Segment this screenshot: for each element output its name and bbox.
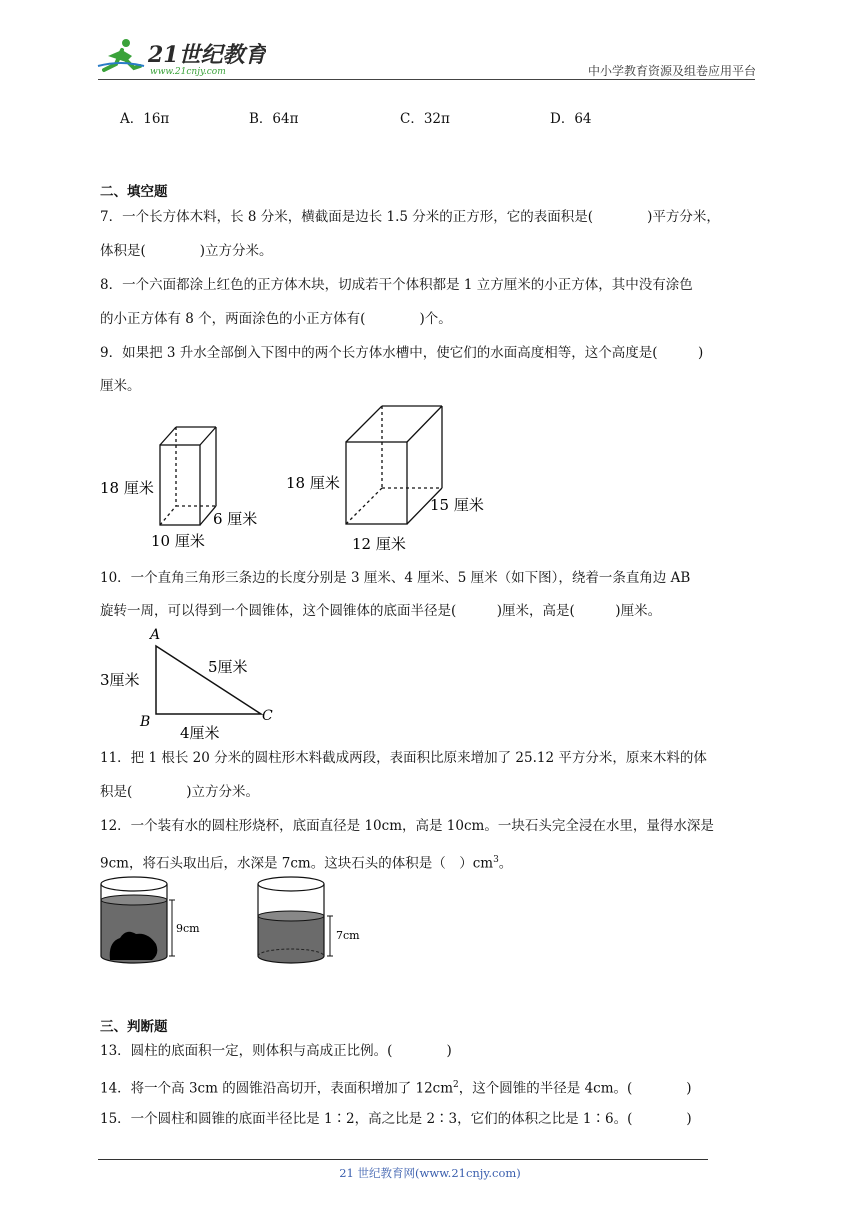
question-8-line1: 8．一个六面都涂上红色的正方体木块，切成若干个体积都是 1 立方厘米的小正方体，其中没有涂色 <box>100 277 693 293</box>
option-d: D．64 <box>550 111 592 127</box>
option-c: C．32π <box>400 111 450 127</box>
header-divider <box>98 79 755 80</box>
side-ac-label: 5厘米 <box>208 658 248 676</box>
footer-link[interactable]: 21 世纪教育网(www.21cnjy.com) <box>339 1166 521 1180</box>
left-beaker <box>101 877 200 963</box>
vertex-b-label: B <box>140 714 151 730</box>
right-beaker <box>258 877 360 963</box>
right-depth-label: 7cm <box>336 929 360 942</box>
option-a: A．16π <box>120 111 170 127</box>
left-depth-label: 9cm <box>176 922 200 935</box>
question-14: 14．将一个高 3cm 的圆锥沿高切开，表面积增加了 $12cm^2$，这个圆锥的半径是 4cm。( ) <box>100 1080 692 1097</box>
option-b: B．64π <box>249 111 299 127</box>
vertex-c-label: C <box>262 708 273 724</box>
question-10-line2: 旋转一周，可以得到一个圆锥体，这个圆锥体的底面半径是( )厘米，高是( )厘米。 <box>100 603 662 619</box>
left-box-height-label: 18 厘米 <box>100 479 154 497</box>
question-11-line1: 11．把 1 根长 20 分米的圆柱形木料截成两段，表面积比原来增加了 25.12 平方分米，原来木料的体 <box>100 750 707 766</box>
side-bc-label: 4厘米 <box>180 724 220 742</box>
right-box-height-label: 18 厘米 <box>286 474 340 492</box>
question-12-line2: 9cm，将石头取出后，水深是 7cm。这块石头的体积是（ ）$cm^3$。 <box>100 855 513 872</box>
logo-main-text: 21世纪教育 <box>148 42 266 68</box>
question-10-line1: 10．一个直角三角形三条边的长度分别是 3 厘米、4 厘米、5 厘米（如下图），绕着一条直角边 AB <box>100 570 691 586</box>
left-box-width-label: 6 厘米 <box>213 510 258 528</box>
section-fill-title: 二、填空题 <box>100 184 168 200</box>
side-ab-label: 3厘米 <box>100 671 140 689</box>
question-11-line2: 积是( )立方分米。 <box>100 784 260 800</box>
logo-sub-text: www.21cnjy.com <box>150 67 226 77</box>
box-figure <box>96 400 506 558</box>
site-logo <box>96 36 266 78</box>
question-9-line1: 9．如果把 3 升水全部倒入下图中的两个长方体水槽中，使它们的水面高度相等，这个高度是( ) <box>100 345 704 361</box>
question-7-line1: 7．一个长方体木料，长 8 分米，横截面是边长 1.5 分米的正方形，它的表面积是( )平方分米， <box>100 209 720 225</box>
question-9-line2: 厘米。 <box>100 378 141 394</box>
right-box-length-label: 12 厘米 <box>352 535 406 553</box>
left-box-length-label: 10 厘米 <box>151 532 205 550</box>
right-box-width-label: 15 厘米 <box>430 496 484 514</box>
question-13: 13．圆柱的底面积一定，则体积与高成正比例。( ) <box>100 1043 452 1059</box>
runner-logo-icon <box>98 39 144 70</box>
footer-divider <box>98 1159 708 1160</box>
vertex-a-label: A <box>150 627 161 643</box>
question-12-line1: 12．一个装有水的圆柱形烧杯，底面直径是 10cm，高是 10cm。一块石头完全浸在水里，量得水深是 <box>100 818 714 834</box>
section-judge-title: 三、判断题 <box>100 1019 168 1035</box>
question-7-line2: 体积是( )立方分米。 <box>100 243 273 259</box>
beaker-figure <box>96 872 386 970</box>
question-15: 15．一个圆柱和圆锥的底面半径比是 1∶2，高之比是 2∶3，它们的体积之比是 1∶6。( ) <box>100 1111 692 1127</box>
question-8-line2: 的小正方体有 8 个，两面涂色的小正方体有( )个。 <box>100 311 452 327</box>
triangle-figure <box>96 622 296 744</box>
platform-name: 中小学教育资源及组卷应用平台 <box>587 64 756 78</box>
